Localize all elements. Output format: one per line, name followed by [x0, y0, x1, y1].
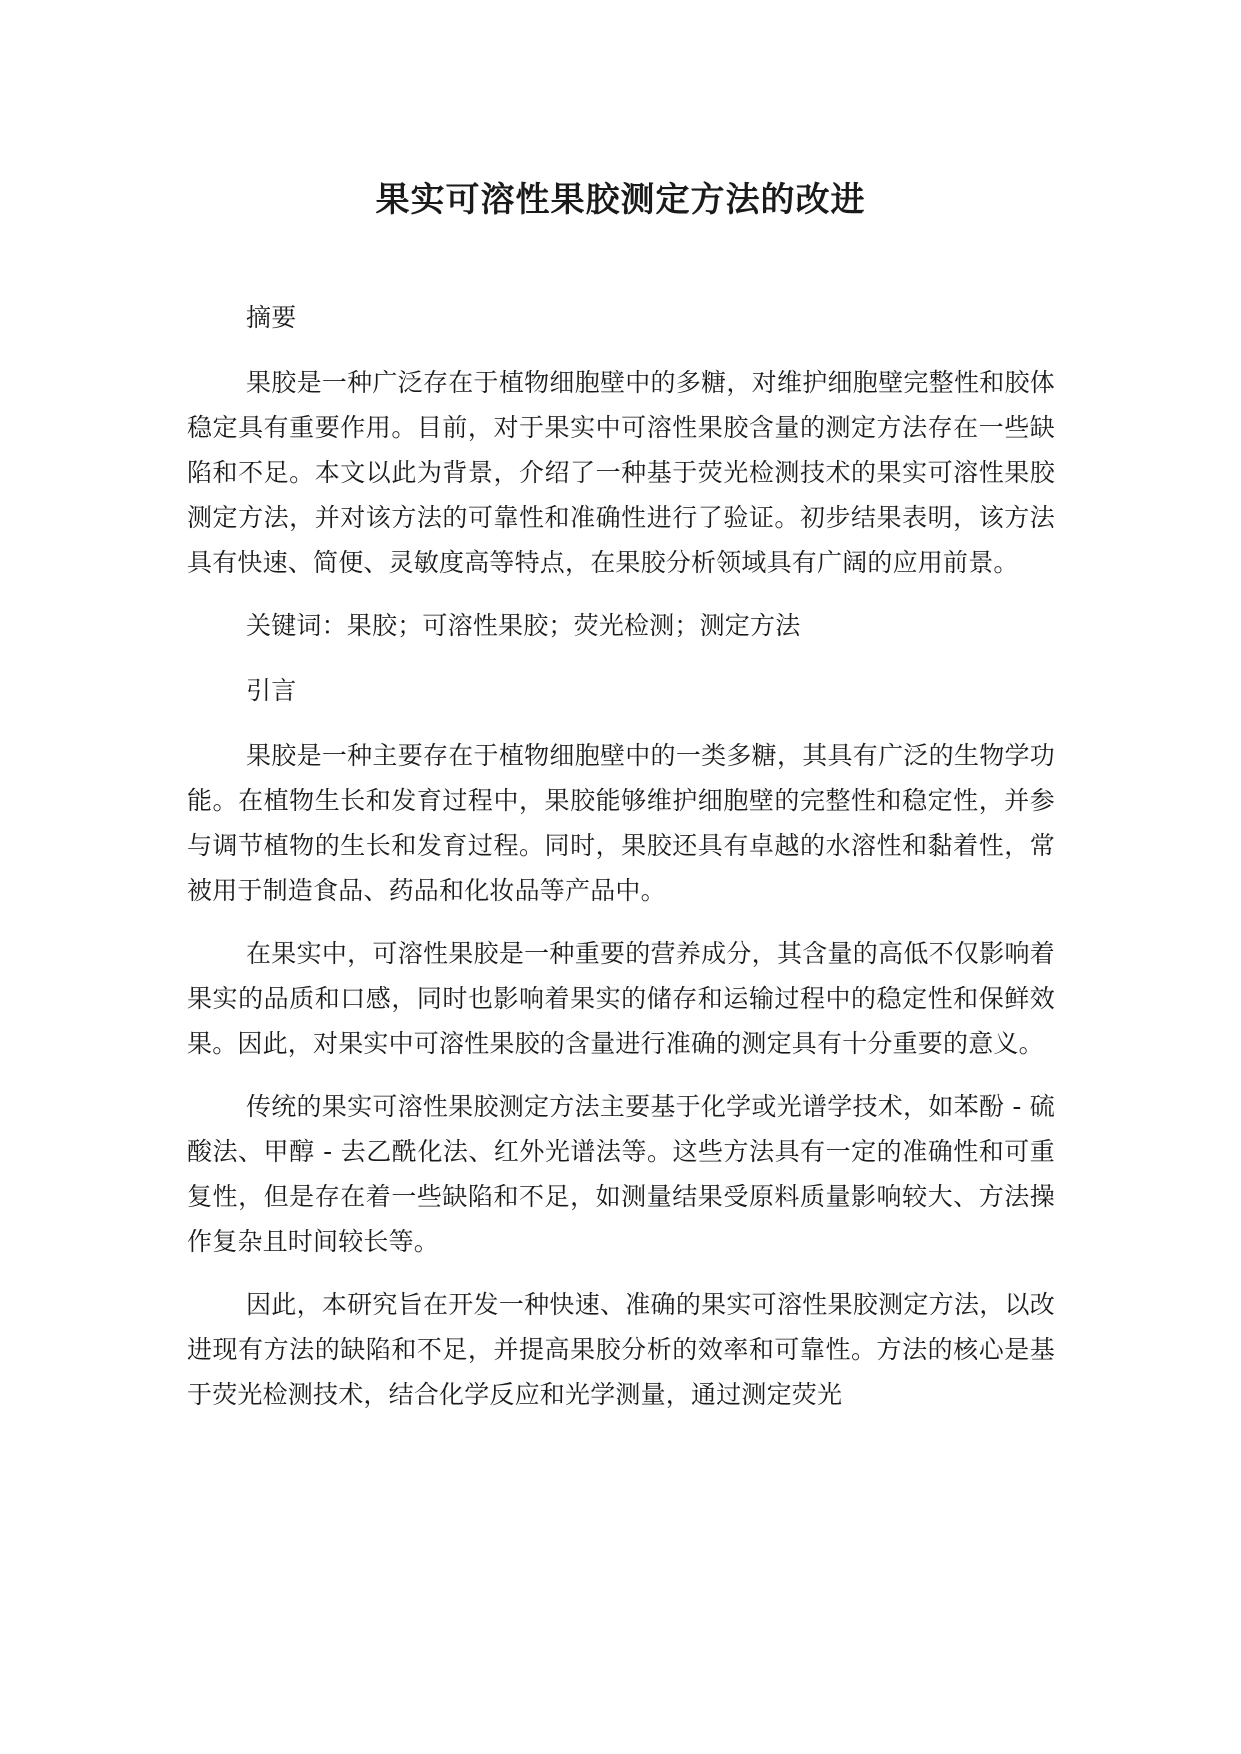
abstract-heading: 摘要 — [246, 303, 297, 332]
intro-paragraph-1: 果胶是一种主要存在于植物细胞壁中的一类多糖，其具有广泛的生物学功能。在植物生长和发育过程中，果胶能够维护细胞壁的完整性和稳定性，并参与调节植物的生长和发育过程。同时，果胶还具有卓越的水溶性和黏着性，常被用于制造食品、药品和化妆品等产品中。 — [187, 741, 1055, 905]
document-title: 果实可溶性果胶测定方法的改进 — [375, 180, 866, 220]
intro-paragraph-4: 因此，本研究旨在开发一种快速、准确的果实可溶性果胶测定方法，以改进现有方法的缺陷和不足，并提高果胶分析的效率和可靠性。方法的核心是基于荧光检测技术，结合化学反应和光学测量，通过测定荧光 — [187, 1290, 1055, 1409]
intro-paragraph-2: 在果实中，可溶性果胶是一种重要的营养成分，其含量的高低不仅影响着果实的品质和口感，同时也影响着果实的储存和运输过程中的稳定性和保鲜效果。因此，对果实中可溶性果胶的含量进行准确的测定具有十分重要的意义。 — [187, 939, 1055, 1058]
keywords-line: 关键词：果胶；可溶性果胶；荧光检测；测定方法 — [246, 611, 801, 640]
intro-paragraph-3: 传统的果实可溶性果胶测定方法主要基于化学或光谱学技术，如苯酚 - 硫酸法、甲醇 - 去乙酰化法、红外光谱法等。这些方法具有一定的准确性和可重复性，但是存在着一些缺陷和不足，如测量结果受原料质量影响较大、方法操作复杂且时间较长等。 — [187, 1092, 1055, 1256]
document-body — [187, 295, 1055, 1435]
introduction-heading: 引言 — [246, 676, 297, 705]
abstract-paragraph: 果胶是一种广泛存在于植物细胞壁中的多糖，对维护细胞壁完整性和胶体稳定具有重要作用。目前，对于果实中可溶性果胶含量的测定方法存在一些缺陷和不足。本文以此为背景，介绍了一种基于荧光检测技术的果实可溶性果胶测定方法，并对该方法的可靠性和准确性进行了验证。初步结果表明，该方法具有快速、简便、灵敏度高等特点，在果胶分析领域具有广阔的应用前景。 — [187, 368, 1055, 577]
